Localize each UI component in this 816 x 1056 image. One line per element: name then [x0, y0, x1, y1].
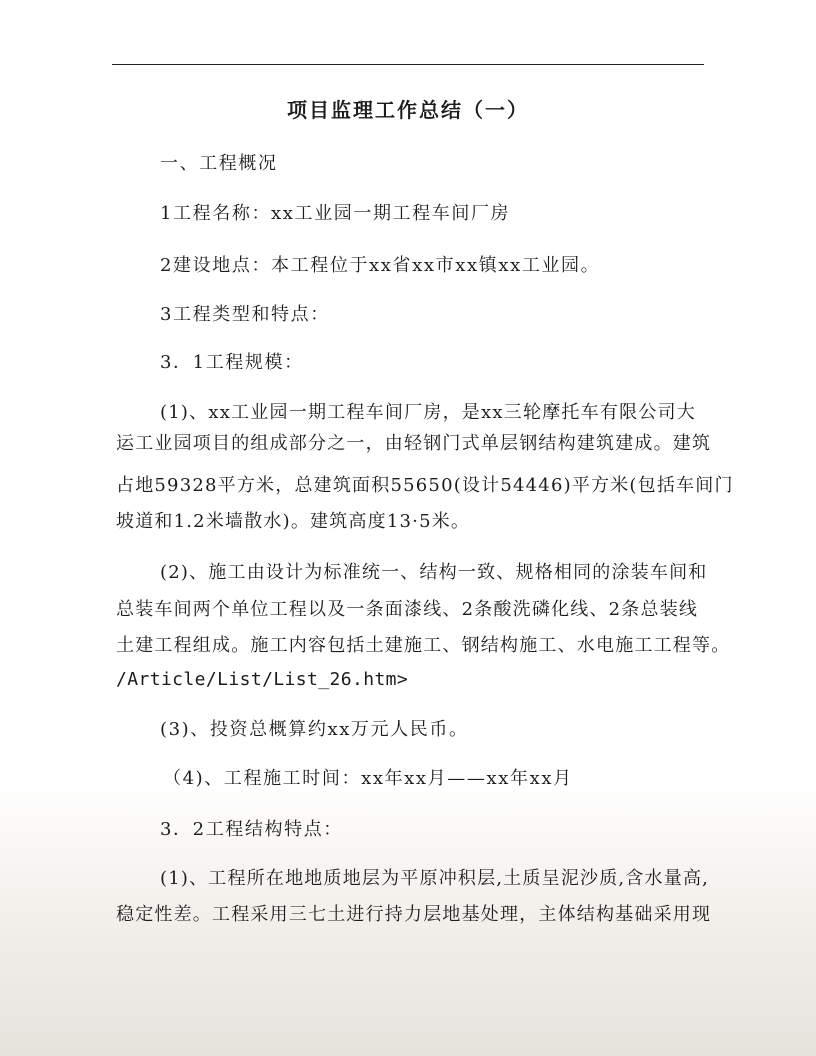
article-link-text: /Article/List/List_26.htm> [116, 669, 409, 690]
project-name-line: 1工程名称：xx工业园一期工程车间厂房 [160, 203, 511, 224]
paragraph-line: (1)、工程所在地地质地层为平原冲积层,土质呈泥沙质,含水量高, [160, 868, 710, 889]
paragraph-line: (1)、xx工业园一期工程车间厂房，是xx三轮摩托车有限公司大 [160, 402, 696, 423]
paragraph-line: (2)、施工由设计为标准统一、结构一致、规格相同的涂装车间和 [160, 562, 708, 583]
section-heading: 一、工程概况 [160, 153, 278, 174]
project-location-line: 2建设地点：本工程位于xx省xx市xx镇xx工业园。 [160, 255, 601, 276]
structure-heading: 3．2工程结构特点： [160, 819, 343, 840]
paragraph-line: 总装车间两个单位工程以及一条面漆线、2条酸洗磷化线、2条总装线 [116, 599, 699, 620]
header-rule [112, 64, 704, 65]
document-title: 项目监理工作总结（一） [287, 98, 529, 122]
project-scale-heading: 3．1工程规模： [160, 352, 304, 373]
paragraph-line: 稳定性差。工程采用三七土进行持力层地基处理，主体结构基础采用现 [116, 904, 712, 925]
investment-line: (3)、投资总概算约xx万元人民币。 [160, 719, 469, 740]
construction-period-line: （4)、工程施工时间：xx年xx月——xx年xx月 [163, 768, 573, 789]
project-type-heading: 3工程类型和特点： [160, 304, 330, 325]
paragraph-line: 土建工程组成。施工内容包括土建施工、钢结构施工、水电施工工程等。 [116, 635, 731, 656]
paragraph-line: 运工业园项目的组成部分之一，由轻钢门式单层钢结构建筑建成。建筑 [116, 433, 712, 454]
paragraph-line: 占地59328平方米，总建筑面积55650(设计54446)平方米(包括车间门 [116, 475, 734, 496]
paragraph-line: 坡道和1.2米墙散水)。建筑高度13·5米。 [116, 511, 471, 532]
